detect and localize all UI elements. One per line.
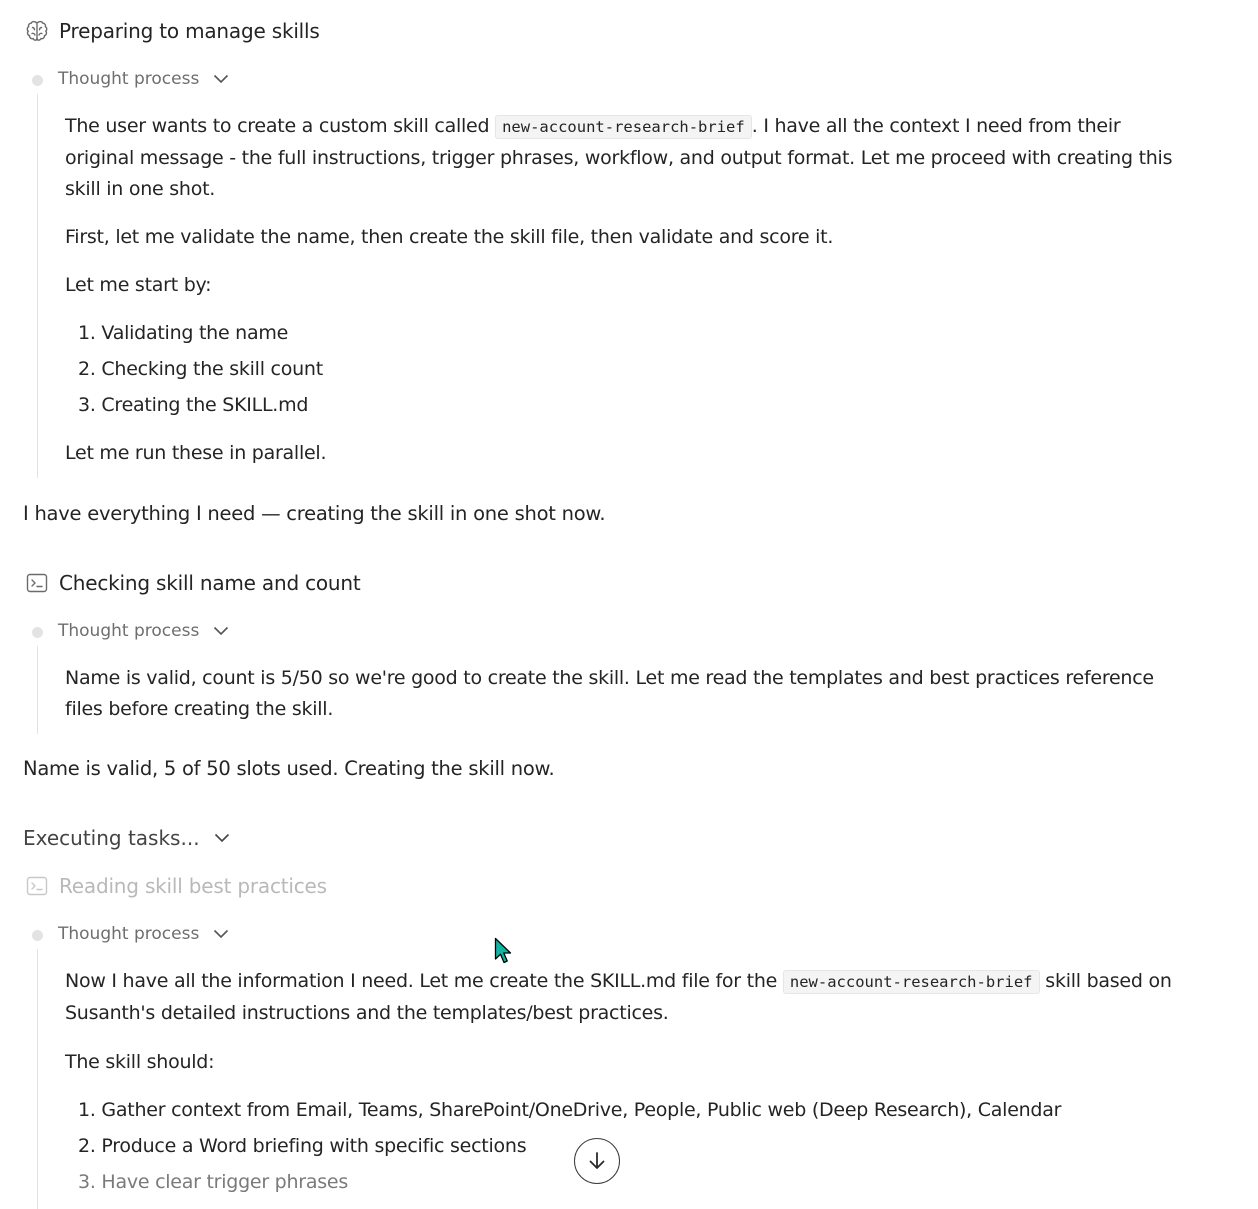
step-header-preparing — [24, 18, 320, 44]
list-item: 1. Gather context from Email, Teams, SharePoint/OneDrive, People, Public web (Deep Research), Calendar — [78, 1099, 1062, 1121]
step-title: Reading skill best practices — [59, 874, 327, 898]
thought-paragraph: The user wants to create a custom skill called new-account-research-brief . I have all the context I need from their original message - the full instructions, trigger phrases, workflow, and output format. Let me proceed with creating this skill in one shot. — [65, 115, 1173, 200]
chevron-down-icon — [214, 833, 230, 843]
thought-process-toggle[interactable] — [58, 924, 229, 944]
assistant-message: I have everything I need — creating the skill in one shot now. — [23, 502, 606, 525]
list-item: 1. Validating the name — [78, 322, 289, 344]
list-item: 3. Have clear trigger phrases — [78, 1171, 348, 1193]
step-header-checking — [24, 570, 361, 596]
thought-paragraph: Let me start by: — [65, 274, 212, 296]
thought-paragraph: The skill should: — [65, 1051, 215, 1073]
timeline-dot — [32, 930, 43, 941]
terminal-icon — [24, 873, 50, 899]
thought-paragraph: First, let me validate the name, then create the skill file, then validate and score it. — [65, 226, 834, 248]
scroll-to-bottom-button[interactable] — [574, 1138, 620, 1184]
timeline-dot — [32, 75, 43, 86]
executing-tasks-toggle[interactable] — [23, 826, 230, 850]
thought-paragraph: Now I have all the information I need. Let me create the SKILL.md file for the new-account-research-brief skill based on Susanth's detailed instructions and the templates/best practices. — [65, 970, 1172, 1024]
terminal-icon — [24, 570, 50, 596]
timeline-rail — [37, 646, 38, 734]
thought-paragraph: Let me run these in parallel. — [65, 442, 327, 464]
numbered-list — [78, 1092, 1061, 1200]
mouse-cursor-icon — [494, 937, 514, 969]
thought-process-label: Thought process — [58, 924, 200, 944]
thought-process-toggle[interactable] — [58, 69, 229, 89]
chevron-down-icon — [213, 626, 229, 636]
step-header-reading — [24, 873, 327, 899]
list-item: 2. Checking the skill count — [78, 358, 323, 380]
step-title: Preparing to manage skills — [59, 19, 320, 43]
step-title: Checking skill name and count — [59, 571, 361, 595]
timeline-rail — [37, 94, 38, 478]
chevron-down-icon — [213, 929, 229, 939]
thought-process-label: Thought process — [58, 69, 200, 89]
inline-code-skill-name: new-account-research-brief — [783, 970, 1040, 994]
inline-code-skill-name: new-account-research-brief — [495, 115, 752, 139]
timeline-dot — [32, 627, 43, 638]
thought-process-toggle[interactable] — [58, 621, 229, 641]
timeline-rail — [37, 949, 38, 1209]
arrow-down-icon — [586, 1150, 608, 1172]
assistant-message: Name is valid, 5 of 50 slots used. Creating the skill now. — [23, 757, 555, 780]
thought-paragraph: Name is valid, count is 5/50 so we're good to create the skill. Let me read the templates and best practices reference files before creating the skill. — [65, 667, 1154, 720]
thought-process-label: Thought process — [58, 621, 200, 641]
chevron-down-icon — [213, 74, 229, 84]
executing-tasks-label: Executing tasks... — [23, 826, 200, 850]
list-item: 2. Produce a Word briefing with specific sections — [78, 1135, 527, 1157]
numbered-list — [78, 315, 323, 423]
brain-icon — [24, 18, 50, 44]
list-item: 3. Creating the SKILL.md — [78, 394, 309, 416]
